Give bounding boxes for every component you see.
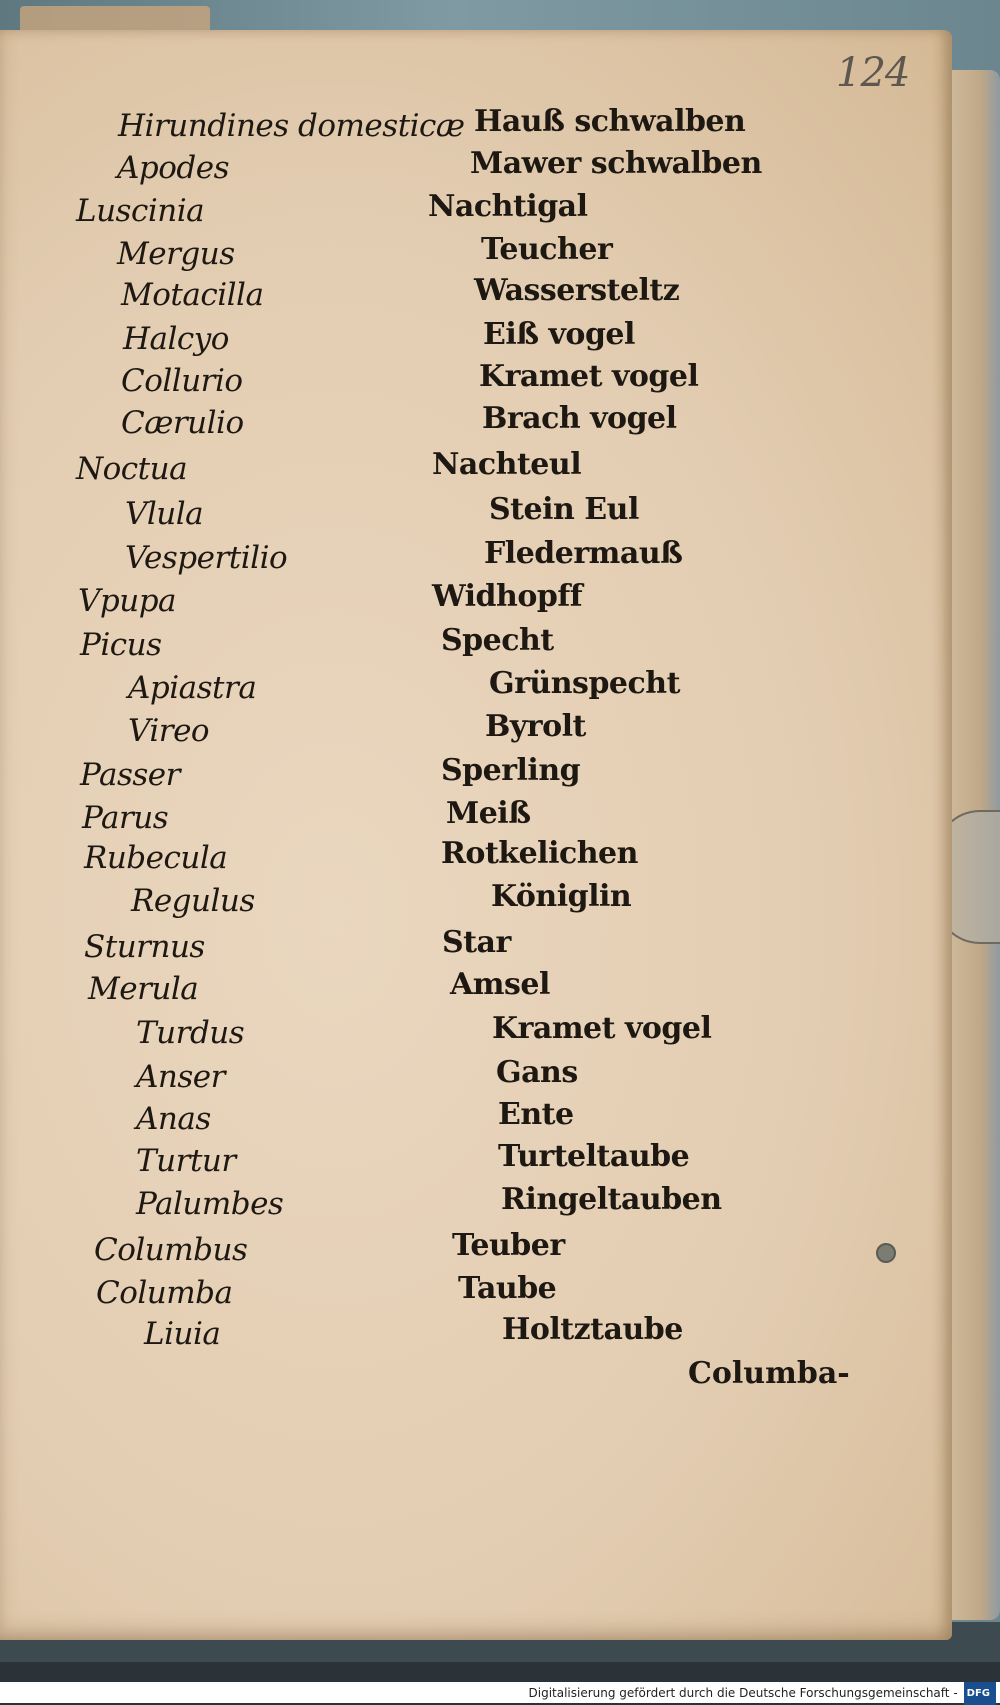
latin-term: Vespertilio [125,540,288,576]
german-term: Fledermauß [484,536,683,571]
german-term: Holtztaube [502,1312,683,1347]
german-term: Sperling [441,753,581,788]
german-term: Byrolt [485,709,586,744]
german-term: Taube [458,1271,557,1306]
latin-term: Vlula [125,496,204,532]
latin-term: Turtur [136,1143,236,1179]
german-term: Stein Eul [489,492,639,527]
german-term: Ringeltauben [501,1182,722,1217]
german-term: Specht [441,623,554,658]
latin-term: Parus [82,800,169,836]
latin-term: Noctua [76,451,188,487]
german-term: Mawer schwalben [470,146,762,181]
latin-term: Halcyo [123,321,229,357]
latin-term: Columba [96,1275,233,1311]
latin-term: Vpupa [78,583,177,619]
german-term: Wassersteltz [474,273,680,308]
german-term: Grünspecht [489,666,680,701]
german-term: Rotkelichen [441,836,638,871]
german-term: Meiß [446,796,531,831]
folio-number: 124 [836,50,910,96]
dfg-logo: DFG [964,1682,996,1705]
latin-term: Apiastra [128,670,257,706]
latin-term: Luscinia [76,193,205,229]
german-term: Gans [496,1055,578,1090]
latin-term: Picus [80,627,162,663]
german-term: Königlin [491,879,632,914]
german-term: Widhopff [432,579,583,614]
latin-term: Motacilla [121,277,264,313]
latin-term: Collurio [121,363,243,399]
german-term: Brach vogel [482,401,677,436]
latin-term: Hirundines domesticæ [118,108,465,144]
latin-term: Columbus [94,1232,248,1268]
digitization-footer [0,1682,1000,1703]
latin-term: Passer [80,757,180,793]
german-term: Amsel [450,967,550,1002]
german-term: Ente [498,1097,574,1132]
latin-term: Regulus [131,883,255,919]
german-term: Hauß schwalben [474,104,746,139]
german-term: Teuber [452,1228,565,1263]
latin-term: Apodes [117,150,229,186]
latin-term: Liuia [144,1316,221,1352]
catchword: Columba- [688,1356,850,1391]
german-term: Nachteul [432,447,582,482]
latin-term: Mergus [117,236,235,272]
german-term: Teucher [481,232,613,267]
german-term: Kramet vogel [479,359,699,394]
latin-term: Palumbes [136,1186,284,1222]
latin-term: Anser [136,1059,225,1095]
footer-text: Digitalisierung gefördert durch die Deutsche Forschungsgemeinschaft - [528,1686,958,1700]
paper-blemish [876,1243,896,1263]
latin-term: Vireo [128,713,210,749]
german-term: Eiß vogel [483,317,635,352]
german-term: Star [442,925,511,960]
latin-term: Merula [88,971,199,1007]
latin-term: Cærulio [121,405,244,441]
latin-term: Anas [136,1101,211,1137]
latin-term: Turdus [136,1015,245,1051]
german-term: Turteltaube [498,1139,690,1174]
latin-term: Rubecula [84,840,228,876]
german-term: Kramet vogel [492,1011,712,1046]
latin-term: Sturnus [84,929,205,965]
german-term: Nachtigal [428,189,588,224]
